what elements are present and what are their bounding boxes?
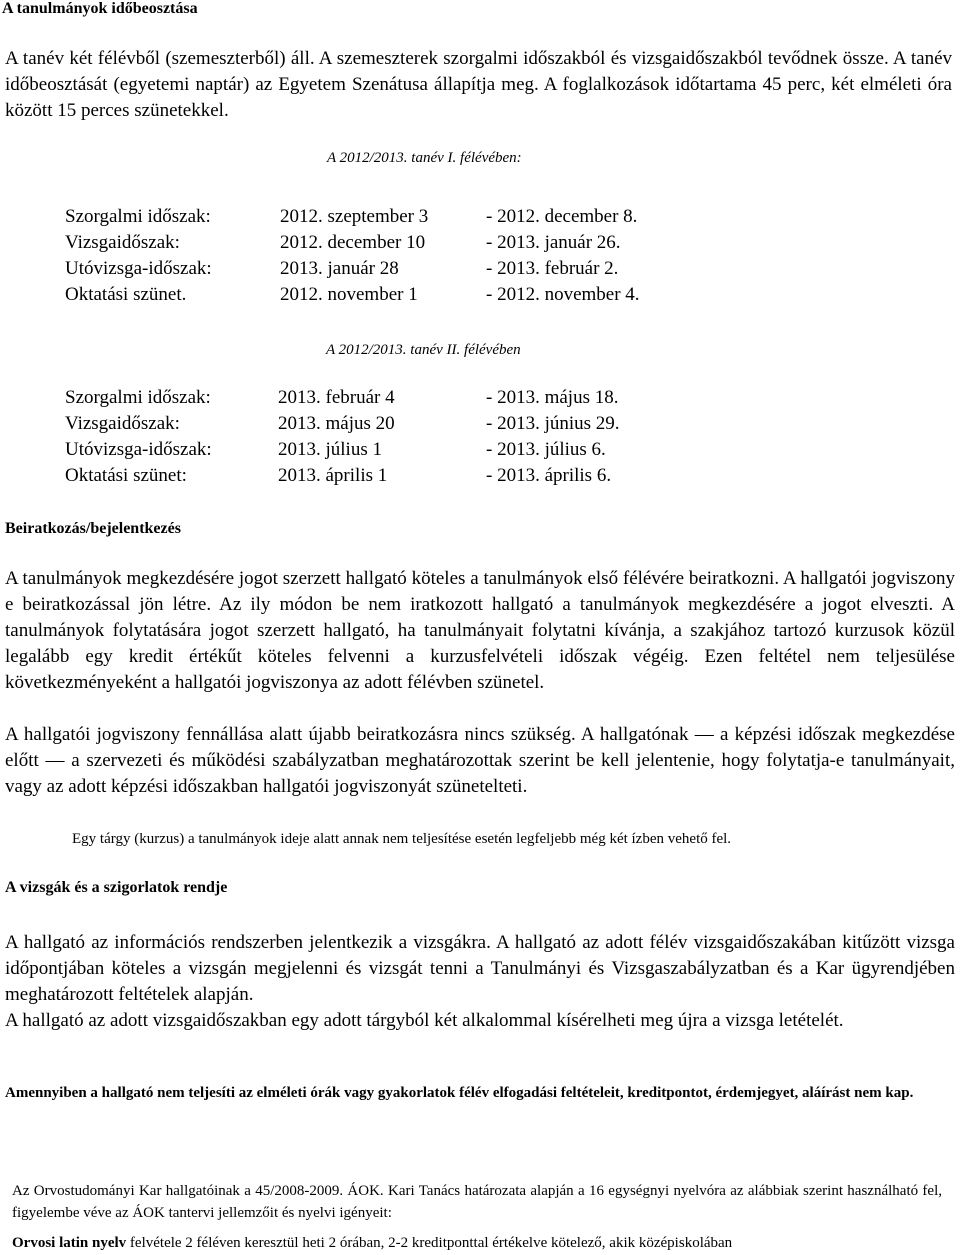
schedule-start: 2012. szeptember 3	[280, 206, 429, 227]
enrollment-paragraph-2: A hallgatói jogviszony fennállása alatt újabb beiratkozásra nincs szükség. A hallgatónak — a képzési időszak megkezdése előtt — a szervezeti és működési szabályzatban meghatározottak szerint be kell jelentenie, hogy folytatja-e tanulmányait, vagy az adott képzési időszakban hallgatói jogviszonyát szünetelteti.	[5, 724, 955, 797]
footer-paragraph: Az Orvostudományi Kar hallgatóinak a 45/2008-2009. ÁOK. Kari Tanács határozata alapján a 16 egységnyi nyelvóra az alábbiak szerint használható fel, figyelembe véve az ÁOK tantervi jellemzőit és nyelvi igényeit:	[12, 1183, 942, 1221]
schedule-label: Utóvizsga-időszak:	[65, 258, 212, 279]
semester2-title: A 2012/2013. tanév II. félévében	[326, 342, 521, 358]
schedule-label: Szorgalmi időszak:	[65, 387, 211, 408]
schedule-row	[0, 463, 960, 489]
schedule-label: Utóvizsga-időszak:	[65, 439, 212, 460]
schedule-start: 2013. május 20	[278, 413, 395, 434]
heading-enrollment: Beiratkozás/bejelentkezés	[5, 520, 181, 537]
schedule-start: 2012. december 10	[280, 232, 426, 253]
schedule-label: Szorgalmi időszak:	[65, 206, 211, 227]
exams-bold-note: Amennyiben a hallgató nem teljesíti az elméleti órák vagy gyakorlatok félév elfogadási feltételeit, kreditpontot, érdemjegyet, aláírást nem kap.	[5, 1085, 914, 1101]
schedule-row	[0, 282, 960, 308]
schedule-end: - 2013. július 6.	[486, 439, 606, 460]
semester1-title: A 2012/2013. tanév I. félévében:	[327, 150, 522, 166]
heading-exams: A vizsgák és a szigorlatok rendje	[5, 879, 228, 896]
schedule-label: Oktatási szünet.	[65, 284, 187, 305]
schedule-end: - 2013. január 26.	[486, 232, 621, 253]
schedule-end: - 2012. november 4.	[486, 284, 640, 305]
footer-bold-phrase: Orvosi latin nyelv	[12, 1235, 127, 1251]
schedule-start: 2013. július 1	[278, 439, 382, 460]
footer-line	[12, 1232, 952, 1254]
schedule-end: - 2013. május 18.	[486, 387, 619, 408]
schedule-row	[0, 437, 960, 463]
enrollment-paragraph-1: A tanulmányok megkezdésére jogot szerzett hallgató köteles a tanulmányok első félévére beiratkozni. A hallgatói jogviszony e beiratkozással jön létre. Az ily módon be nem iratkozott hallgató a tanulmányok megkezdésére a jogot elveszti. A tanulmányok folytatására jogot szerzett hallgató, ha tanulmányait folytatni kívánja, a szakjához tartozó kurzusok közül legalább egy kredit értékűt köteles felvenni a kurzusfelvételi időszak végéig. Ezen feltétel nem teljesülése következményeként a hallgatói jogviszonya az adott félévben szünetel.	[5, 568, 955, 693]
schedule-end: - 2013. április 6.	[486, 465, 612, 486]
schedule-start: 2013. április 1	[278, 465, 388, 486]
schedule-label: Vizsgaidőszak:	[65, 232, 180, 253]
schedule-end: - 2012. december 8.	[486, 206, 638, 227]
schedule-end: - 2013. február 2.	[486, 258, 619, 279]
exams-paragraph-1: A hallgató az információs rendszerben jelentkezik a vizsgákra. A hallgató az adott félév vizsgaidőszakában kitűzött vizsga időpontjában köteles a vizsgán megjelenni és vizsgát tenni a Tanulmányi és Vizsgaszabályzatban és a Kar ügyrendjében meghatározott feltételek alapján.	[5, 932, 955, 1005]
enrollment-note: Egy tárgy (kurzus) a tanulmányok ideje alatt annak nem teljesítése esetén legfeljebb még két ízben vehető fel.	[72, 831, 732, 847]
schedule-start: 2012. november 1	[280, 284, 418, 305]
schedule-label: Vizsgaidőszak:	[65, 413, 180, 434]
schedule-row	[0, 411, 960, 437]
schedule-row	[0, 230, 960, 256]
schedule-start: 2013. február 4	[278, 387, 395, 408]
schedule-row	[0, 385, 960, 411]
schedule-start: 2013. január 28	[280, 258, 399, 279]
schedule-row	[0, 256, 960, 282]
schedule-row	[0, 204, 960, 230]
footer-rest: felvétele 2 féléven keresztül heti 2 órában, 2-2 kreditponttal értékelve kötelező, akik középiskolában	[126, 1235, 733, 1251]
intro-paragraph: A tanév két félévből (szemeszterből) áll. A szemeszterek szorgalmi időszakból és vizsgaidőszakból tevődnek össze. A tanév időbeosztását (egyetemi naptár) az Egyetem Szenátusa állapítja meg. A foglalkozások időtartama 45 perc, két elméleti óra között 15 perces szünetekkel.	[5, 48, 952, 121]
heading-schedule: A tanulmányok időbeosztása	[2, 0, 198, 17]
exams-paragraph-2: A hallgató az adott vizsgaidőszakban egy adott tárgyból két alkalommal kísérelheti meg újra a vizsga letételét.	[5, 1010, 844, 1031]
schedule-end: - 2013. június 29.	[486, 413, 620, 434]
schedule-label: Oktatási szünet:	[65, 465, 187, 486]
